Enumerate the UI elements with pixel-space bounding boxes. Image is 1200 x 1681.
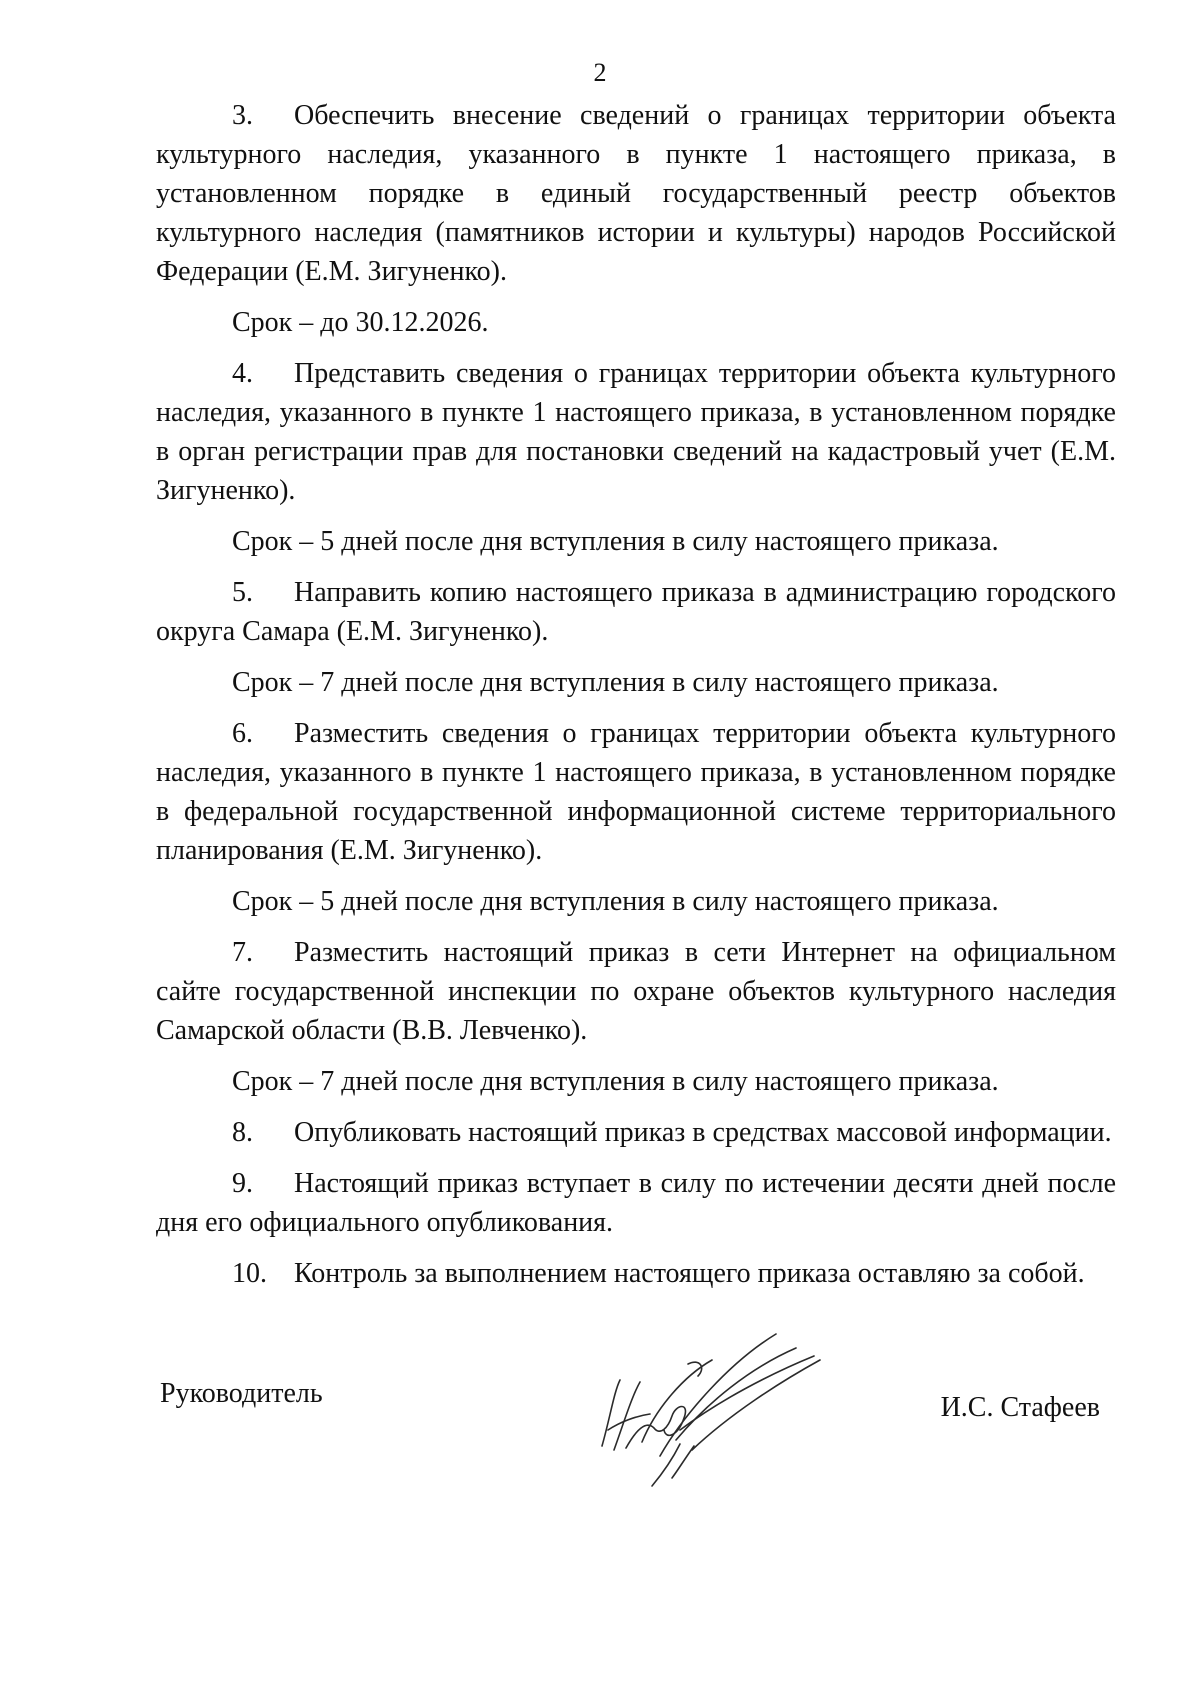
order-item xyxy=(156,573,1116,651)
item-text: Настоящий приказ вступает в силу по истечении десяти дней после дня его официального опубликования. xyxy=(156,1168,1116,1238)
item-text: Опубликовать настоящий приказ в средствах массовой информации. xyxy=(294,1117,1112,1148)
item-number: 10. xyxy=(232,1258,267,1289)
signatory-role: Руководитель xyxy=(160,1378,323,1409)
item-number: 5. xyxy=(232,577,253,608)
item-text: Разместить настоящий приказ в сети Интернет на официальном сайте государственной инспекции по охране объектов культурного наследия Самарской области (В.В. Левченко). xyxy=(156,937,1116,1046)
item-text: Представить сведения о границах территории объекта культурного наследия, указанного в пункте 1 настоящего приказа, в установленном порядке в орган регистрации прав для постановки сведений на кадастровый учет (Е.М. Зигуненко). xyxy=(156,358,1116,506)
item-text: Направить копию настоящего приказа в администрацию городского округа Самара (Е.М. Зигуненко). xyxy=(156,577,1116,647)
item-number: 6. xyxy=(232,718,253,749)
item-text: Контроль за выполнением настоящего приказа оставляю за собой. xyxy=(294,1258,1085,1289)
order-body xyxy=(156,96,1116,1305)
order-item xyxy=(156,1254,1116,1293)
order-item xyxy=(156,1164,1116,1242)
order-item xyxy=(156,354,1116,510)
item-number: 8. xyxy=(232,1117,253,1148)
item-text: Разместить сведения о границах территории объекта культурного наследия, указанного в пункте 1 настоящего приказа, в установленном порядке в федеральной государственной информационной системе территориального планирования (Е.М. Зигуненко). xyxy=(156,718,1116,866)
item-number: 7. xyxy=(232,937,253,968)
item-text: Обеспечить внесение сведений о границах территории объекта культурного наследия, указанного в пункте 1 настоящего приказа, в установленном порядке в единый государственный реестр объектов культурного наследия (памятников истории и культуры) народов Российской Федерации (Е.М. Зигуненко). xyxy=(156,100,1116,287)
item-deadline: Срок – 7 дней после дня вступления в силу настоящего приказа. xyxy=(232,667,999,698)
signatory-name: И.С. Стафеев xyxy=(940,1392,1100,1423)
item-number: 4. xyxy=(232,358,253,389)
order-item xyxy=(156,1113,1116,1152)
handwritten-signature xyxy=(580,1318,830,1488)
item-number: 9. xyxy=(232,1168,253,1199)
item-deadline: Срок – до 30.12.2026. xyxy=(232,307,489,338)
item-deadline: Срок – 5 дней после дня вступления в силу настоящего приказа. xyxy=(232,526,999,557)
page-number: 2 xyxy=(593,58,607,87)
item-deadline: Срок – 7 дней после дня вступления в силу настоящего приказа. xyxy=(232,1066,999,1097)
signature-block xyxy=(160,1370,1100,1490)
order-item xyxy=(156,96,1116,291)
item-number: 3. xyxy=(232,100,253,131)
order-item xyxy=(156,714,1116,870)
item-deadline: Срок – 5 дней после дня вступления в силу настоящего приказа. xyxy=(232,886,999,917)
order-item xyxy=(156,933,1116,1050)
